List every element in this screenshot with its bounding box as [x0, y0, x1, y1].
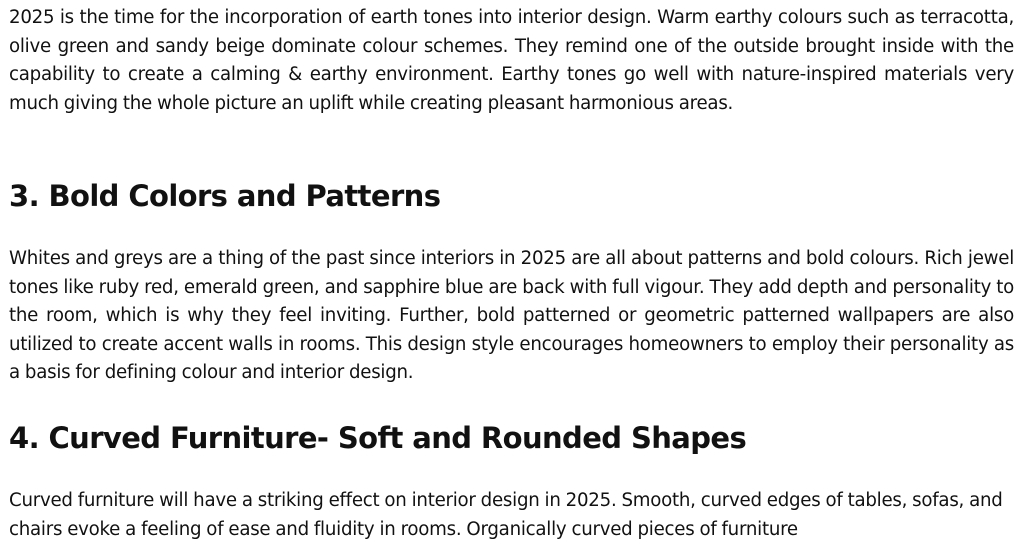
section-heading-curved-furniture: 4. Curved Furniture- Soft and Rounded Shapes [9, 421, 747, 455]
paragraph-earth-tones: 2025 is the time for the incorporation of earth tones into interior design. Warm earthy colours such as terracotta, olive green and sandy beige dominate colour schemes. They remind one of the outside brought inside with the capability to create a calming & earthy environment. Earthy tones go well with nature-inspired materials very much giving the whole picture an uplift while creating pleasant harmonious areas. [9, 7, 1014, 114]
section-heading-bold-colors: 3. Bold Colors and Patterns [9, 179, 441, 213]
paragraph-bold-colors: Whites and greys are a thing of the past since interiors in 2025 are all about patterns and bold colours. Rich jewel tones like ruby red, emerald green, and sapphire blue are back with full vigour. They add depth and personality to the room, which is why they feel inviting. Further, bold patterned or geometric patterned wallpapers are also utilized to create accent walls in rooms. This design style encourages homeowners to employ their personality as a basis for defining colour and interior design. [9, 248, 1014, 383]
paragraph-curved-furniture: Curved furniture will have a striking effect on interior design in 2025. Smooth, curved edges of tables, sofas, and chairs evoke a feeling of ease and fluidity in rooms. Organically curved pieces of furniture [9, 490, 1003, 540]
